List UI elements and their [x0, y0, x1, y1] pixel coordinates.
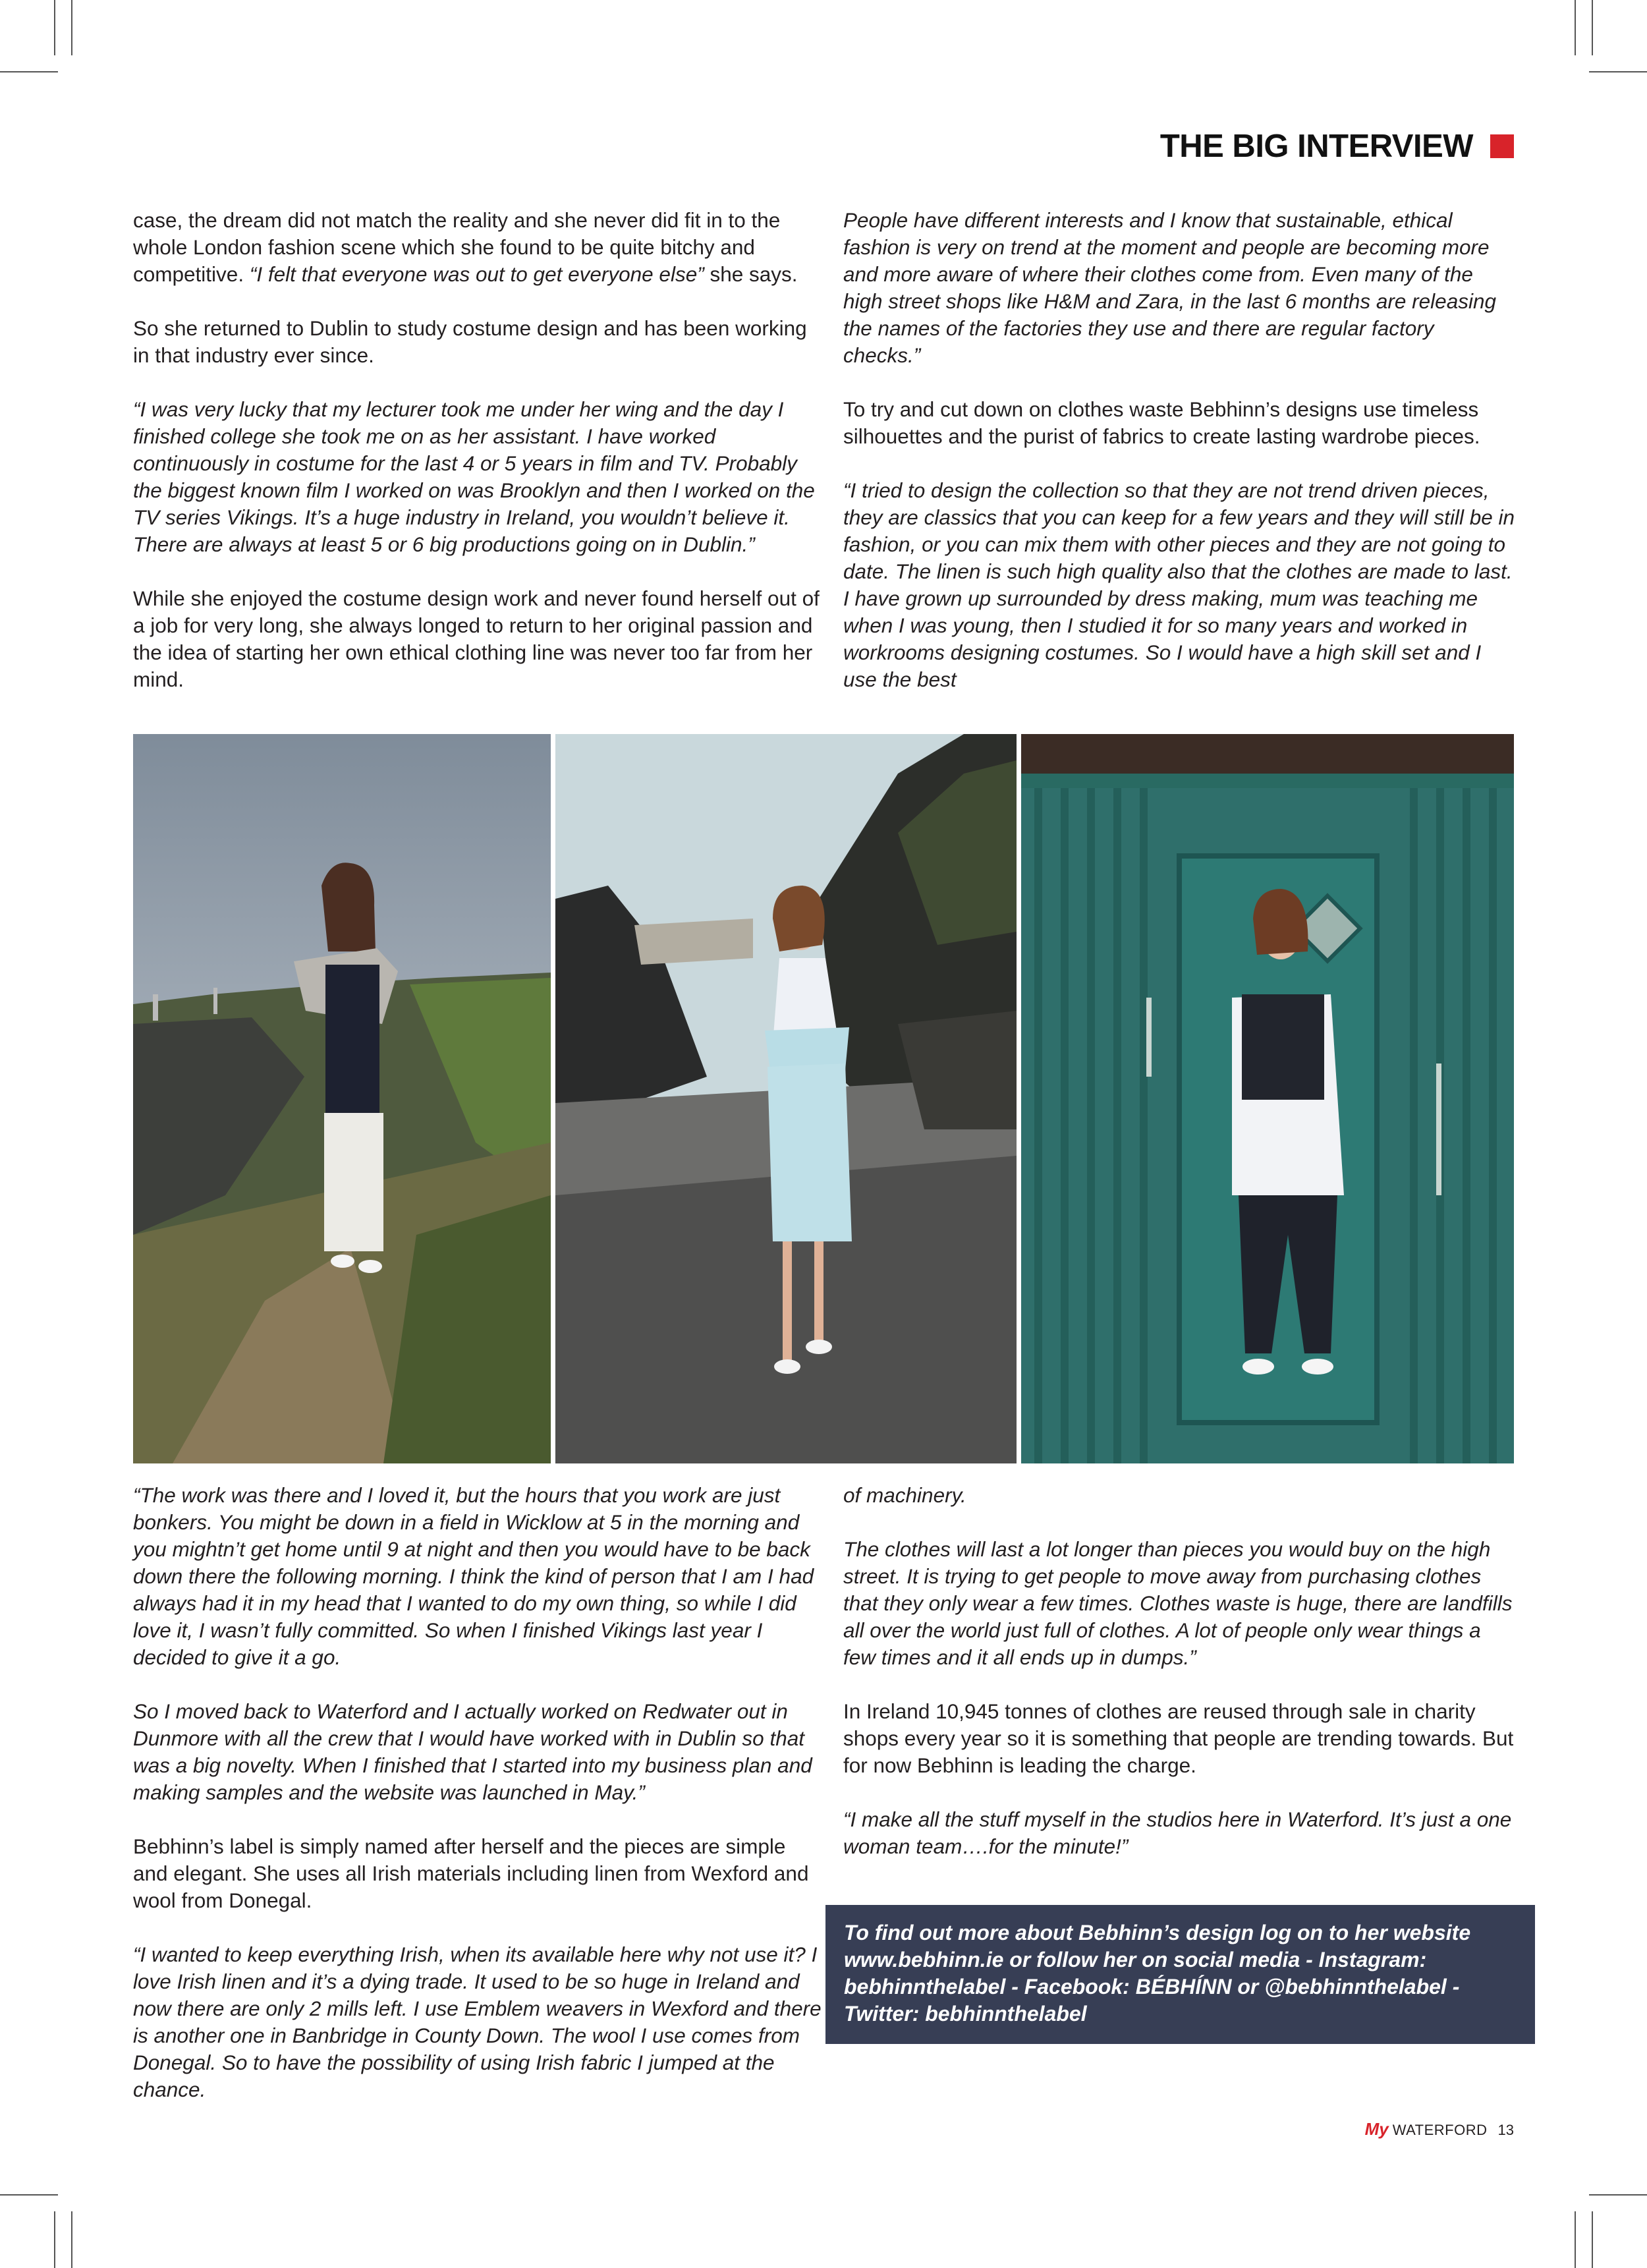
crop-mark	[71, 0, 72, 55]
paragraph: So she returned to Dublin to study costume design and has been working in that industry ever since.	[133, 316, 807, 367]
quote-paragraph: The clothes will last a lot longer than pieces you would buy on the high street. It is trying to get people to move away from purchasing clothes that they only wear a few times. Clothes waste is huge, there are landfills all over the world just full of clothes. A lot of people only wear things a few times and it all ends up in dumps.”	[843, 1537, 1513, 1669]
accent-square	[1490, 134, 1514, 158]
crop-mark	[71, 2211, 72, 2268]
paragraph: case, the dream did not match the reality and she never did fit in to the whole London fashion scene which she found to be quite bitchy and competitive. “I felt that everyone was out to get everyone else” she says.	[133, 208, 798, 286]
quote-paragraph: “The work was there and I loved it, but the hours that you work are just bonkers. You might be down in a field in Wicklow at 5 in the morning and you mightn’t get home until 9 at night and then you would have to be back down there the following morning. I think the kind of person that I am I had always had it in my head that I wanted to do my own thing, so while I did love it, I wasn’t fully committed. So when I finished Vikings last year I decided to give it a go.	[133, 1483, 814, 1669]
crop-mark	[1592, 0, 1593, 55]
crop-mark	[1592, 2211, 1593, 2268]
page-folio	[1365, 2119, 1514, 2140]
quote-paragraph: People have different interests and I know that sustainable, ethical fashion is very on trend at the moment and people are becoming more and more aware of where their clothes come from. Even many of the high street shops like H&M and Zara, in the last 6 months are releasing the names of the factories they use and there are regular factory checks.”	[843, 208, 1497, 367]
crop-mark	[1575, 2211, 1576, 2268]
paragraph: To try and cut down on clothes waste Bebhinn’s designs use timeless silhouettes and the purist of fabrics to create lasting wardrobe pieces.	[843, 397, 1480, 448]
section-title: THE BIG INTERVIEW	[1159, 128, 1473, 164]
paragraph: While she enjoyed the costume design work and never found herself out of a job for very long, she always longed to return to her original passion and the idea of starting her own ethical clothing line was never too far from her mind.	[133, 586, 820, 691]
paragraph: In Ireland 10,945 tonnes of clothes are reused through sale in charity shops every year so it is something that people are trending towards. But for now Bebhinn is leading the charge.	[843, 1699, 1514, 1777]
crop-mark	[54, 2211, 55, 2268]
article-column-bottom-left	[133, 1482, 825, 2103]
crop-mark	[1575, 0, 1576, 55]
fashion-photo-cliff-path	[133, 734, 551, 1463]
crop-mark	[0, 2194, 58, 2196]
page-number: 13	[1497, 2122, 1514, 2138]
pull-quote-inline: “I felt that everyone was out to get everyone else”	[249, 262, 704, 286]
quote-paragraph: “I make all the stuff myself in the studios here in Waterford. It’s just a one woman team….for the minute!”	[843, 1807, 1512, 1858]
crop-mark	[1589, 2194, 1647, 2196]
crop-mark	[1589, 71, 1647, 72]
quote-paragraph: “I was very lucky that my lecturer took me under her wing and the day I finished college she took me on as her assistant. I have worked continuously in costume for the last 4 or 5 years in film and TV. Probably the biggest known film I worked on was Brooklyn and then I worked on the TV series Vikings. It’s a huge industry in Ireland, you wouldn’t believe it. There are always at least 5 or 6 big productions going on in Dublin.”	[133, 397, 815, 556]
fashion-photo-beach	[555, 734, 1017, 1463]
quote-paragraph: “I tried to design the collection so that they are not trend driven pieces, they are classics that you can keep for a few years and they will still be in fashion, or you can mix them with other pieces and they are not going to date. The linen is such high quality also that the clothes are made to last. I have grown up surrounded by dress making, mum was teaching me when I was young, then I studied it for so many years and worked in workrooms designing costumes. So I would have a high skill set and I use the best	[843, 478, 1515, 691]
magazine-logo: My	[1364, 2119, 1389, 2139]
info-box	[825, 1905, 1535, 2044]
crop-mark	[0, 71, 58, 72]
magazine-name: WATERFORD	[1392, 2122, 1488, 2138]
article-column-bottom-right	[843, 1482, 1515, 1860]
quote-paragraph: “I wanted to keep everything Irish, when its available here why not use it? I love Irish linen and it’s a dying trade. It used to be so huge in Ireland and now there are only 2 mills left. I use Emblem weavers in Wexford and there is another one in Banbridge in County Down. The wool I use comes from Donegal. So to have the possibility of using Irish fabric I jumped at the chance.	[133, 1942, 822, 2101]
quote-paragraph: of machinery.	[843, 1483, 966, 1507]
quote-paragraph: So I moved back to Waterford and I actually worked on Redwater out in Dunmore with all the crew that I would have worked with in Dublin so that was a big novelty. When I finished that I started into my business plan and making samples and the website was launched in May.”	[133, 1699, 812, 1804]
info-box-text: To find out more about Bebhinn’s design log on to her website www.bebhinn.ie or follow her on social media - Instagram: bebhinnthelabel - Facebook: BÉBHÍNN or @bebhinnthelabel - Twitter: bebhinnthelabel	[844, 1921, 1471, 2026]
section-header	[1160, 127, 1514, 166]
crop-mark	[54, 0, 55, 55]
article-column-top-right	[843, 207, 1515, 693]
paragraph: Bebhinn’s label is simply named after herself and the pieces are simple and elegant. She uses all Irish materials including linen from Wexford and wool from Donegal.	[133, 1834, 809, 1912]
article-column-top-left	[133, 207, 825, 693]
fashion-photo-green-door	[1021, 734, 1514, 1463]
